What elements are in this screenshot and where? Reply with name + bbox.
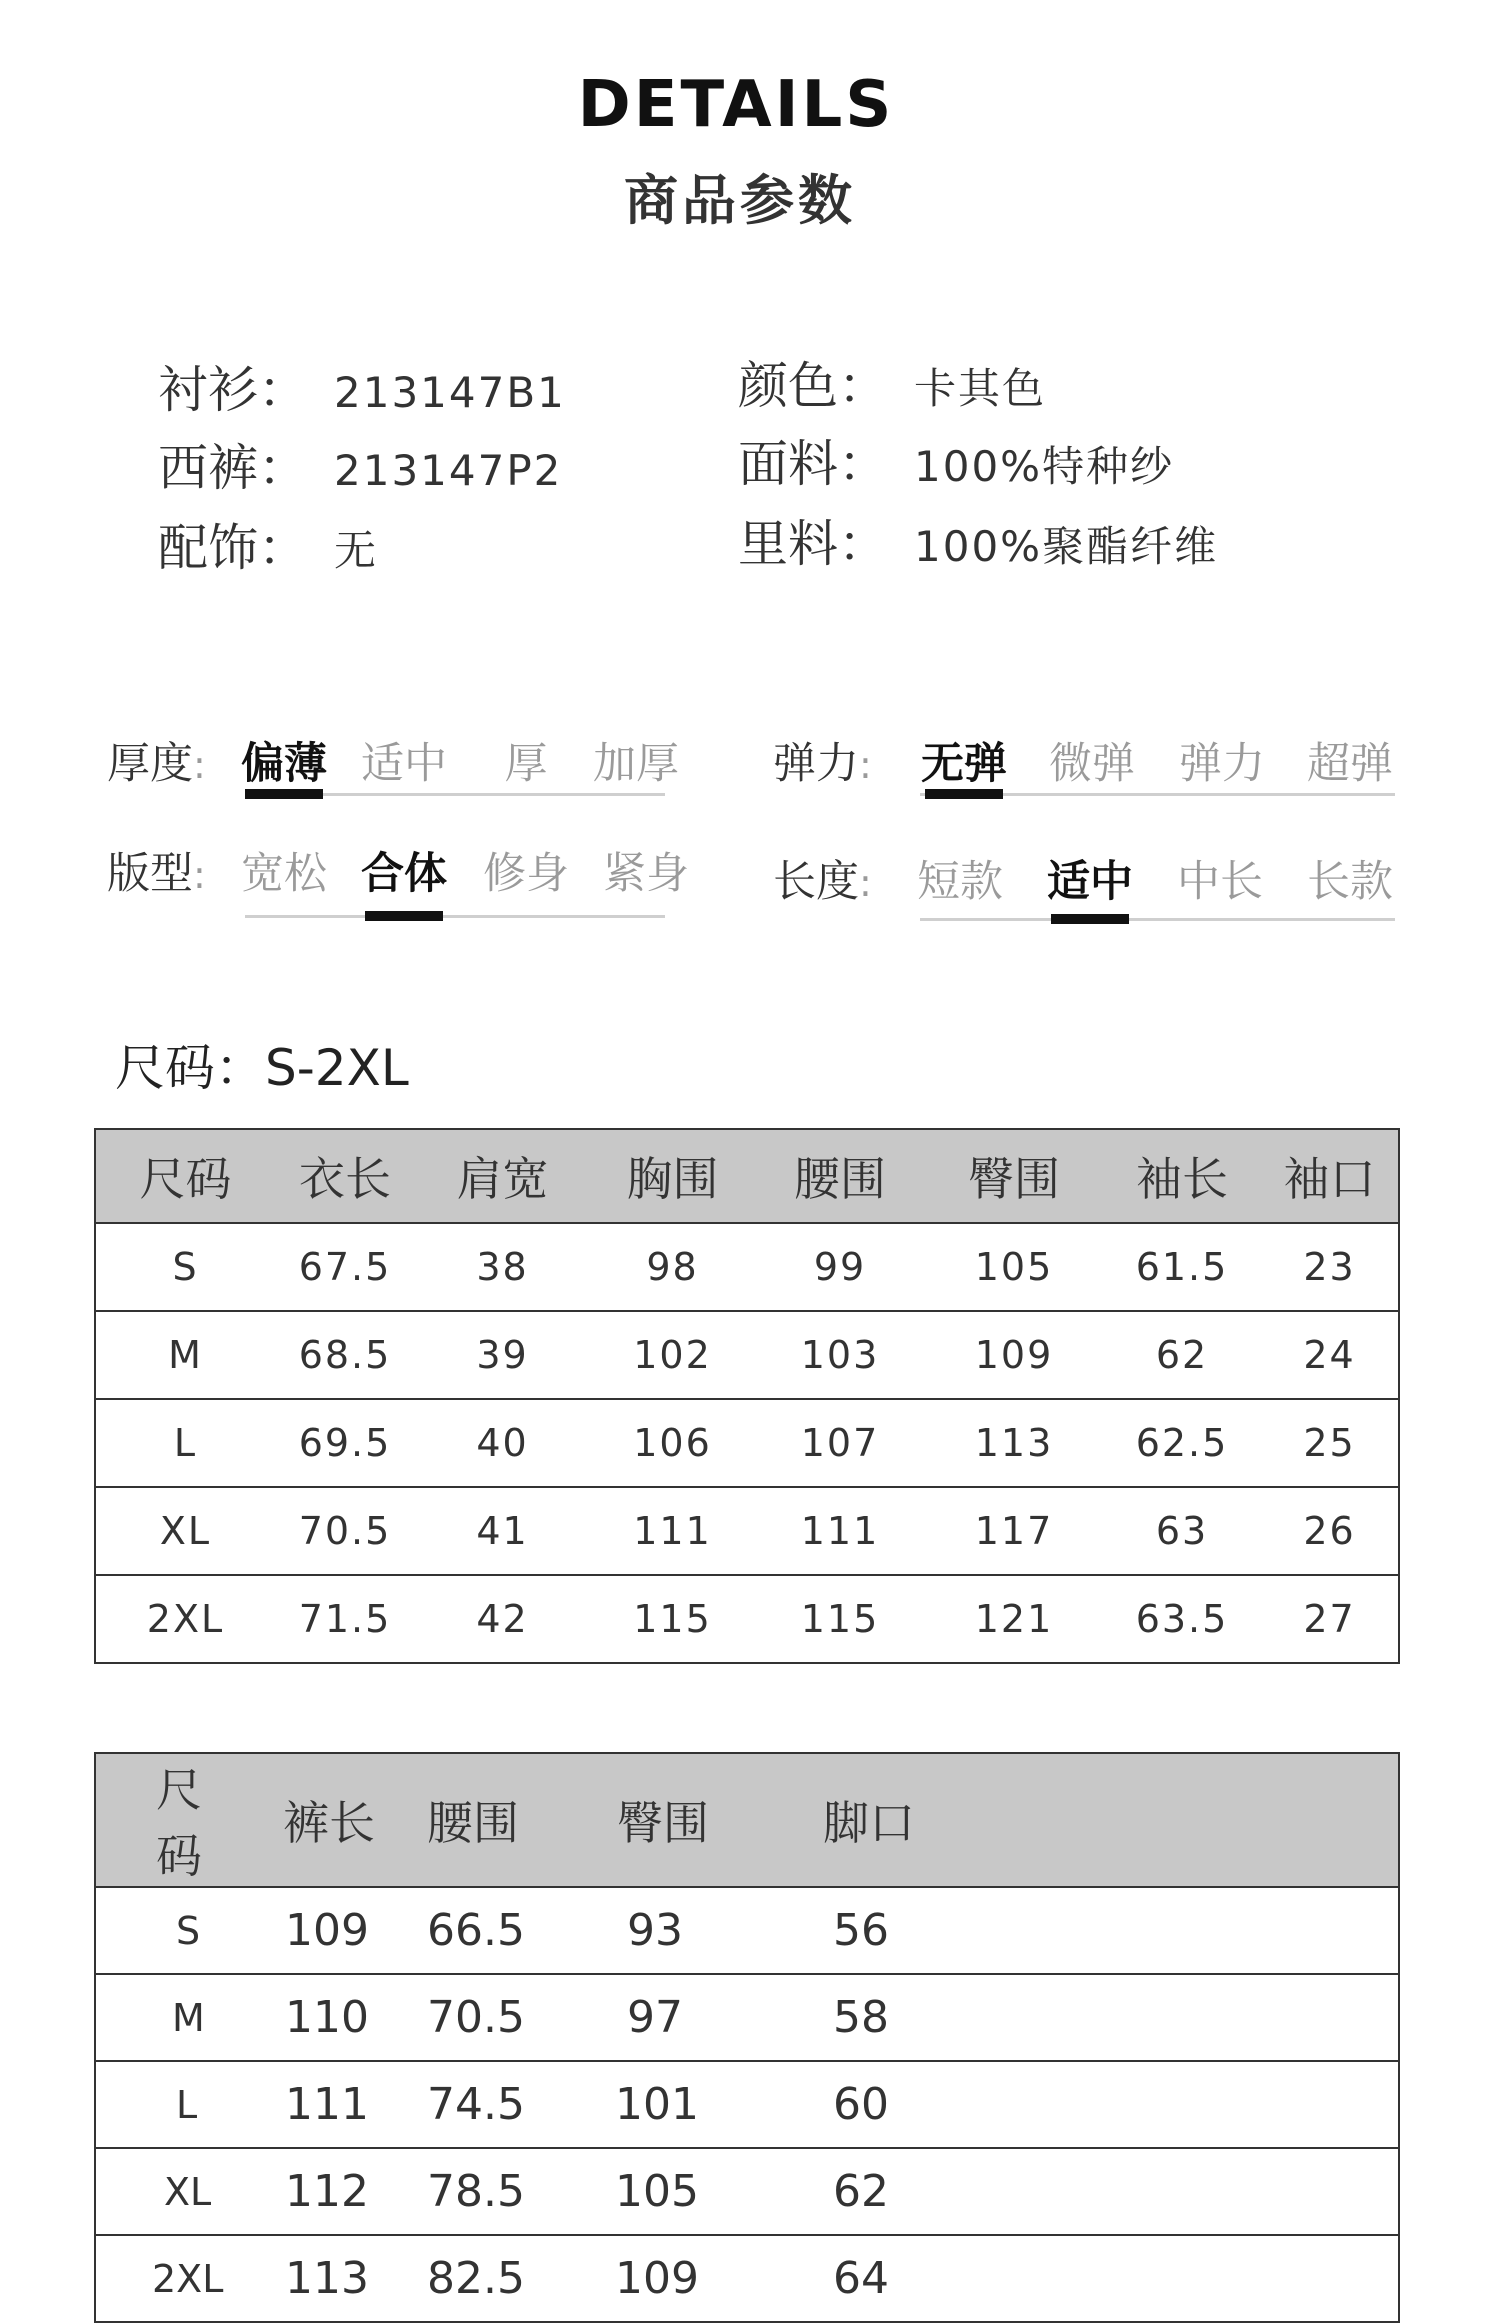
attribute-label xyxy=(107,840,206,901)
option-length-2: 中长 xyxy=(1177,857,1263,907)
table-row xyxy=(95,1974,1399,2061)
info-label: 衬衫 xyxy=(158,361,258,419)
table-cell: 74.5 xyxy=(393,2061,583,2148)
selected-marker xyxy=(1051,914,1129,924)
option-fit-1: 合体 xyxy=(361,849,447,899)
page-title: DETAILS xyxy=(577,68,895,142)
attribute-colon: : xyxy=(193,743,206,787)
selected-marker xyxy=(245,789,323,799)
table-cell: 70.5 xyxy=(275,1487,415,1575)
attribute-label-text: 弹力 xyxy=(773,739,859,789)
table-header-row xyxy=(95,1129,1399,1223)
table-cell: 111 xyxy=(755,1487,925,1575)
size-range-colon: ： xyxy=(215,1039,265,1097)
table-cell: 110 xyxy=(243,1974,393,2061)
table-cell: 121 xyxy=(925,1575,1103,1663)
selected-marker xyxy=(365,911,443,921)
option-thickness-0: 偏薄 xyxy=(241,739,327,789)
table-cell: 2XL xyxy=(95,2235,243,2322)
table-cell: 62.5 xyxy=(1103,1399,1261,1487)
column-header: 脚口 xyxy=(783,1753,1399,1887)
info-label: 配饰 xyxy=(158,519,258,577)
table-cell: 41 xyxy=(415,1487,590,1575)
table-cell: 105 xyxy=(925,1223,1103,1311)
table-cell: 103 xyxy=(755,1311,925,1399)
option-elasticity-3: 超弹 xyxy=(1307,739,1393,789)
option-elasticity-0: 无弹 xyxy=(921,739,1007,789)
table-cell: 112 xyxy=(243,2148,393,2235)
table-cell: 69.5 xyxy=(275,1399,415,1487)
table-cell: 111 xyxy=(243,2061,393,2148)
info-label: 面料 xyxy=(738,435,838,493)
table-row xyxy=(95,1575,1399,1663)
table-cell: 107 xyxy=(755,1399,925,1487)
info-colon: ： xyxy=(838,435,888,493)
table-cell: S xyxy=(95,1887,243,1974)
info-colon: ： xyxy=(258,361,308,419)
table-cell: 111 xyxy=(590,1487,755,1575)
column-header: 衣长 xyxy=(275,1129,415,1223)
table-cell: 78.5 xyxy=(393,2148,583,2235)
option-length-0: 短款 xyxy=(917,857,1003,907)
table-cell: M xyxy=(95,1311,275,1399)
table-cell: 63 xyxy=(1103,1487,1261,1575)
info-value: 100%聚酯纤维 xyxy=(914,522,1219,571)
page-subtitle: 商品参数 xyxy=(624,169,856,232)
column-header: 袖长 xyxy=(1103,1129,1261,1223)
table-cell: 102 xyxy=(590,1311,755,1399)
table-cell: 60 xyxy=(783,2061,1399,2148)
table-cell: XL xyxy=(95,2148,243,2235)
option-fit-3: 紧身 xyxy=(603,849,689,899)
table-row xyxy=(95,1311,1399,1399)
attribute-label-text: 厚度 xyxy=(107,739,193,789)
option-thickness-2: 厚 xyxy=(504,739,548,789)
table-cell: 105 xyxy=(583,2148,783,2235)
table-cell: L xyxy=(95,2061,243,2148)
table-cell: 62 xyxy=(1103,1311,1261,1399)
table-cell: S xyxy=(95,1223,275,1311)
info-color xyxy=(738,346,1046,418)
table-cell: 27 xyxy=(1261,1575,1399,1663)
column-header: 臀围 xyxy=(583,1753,783,1887)
option-thickness-3: 加厚 xyxy=(593,739,679,789)
table-cell: 26 xyxy=(1261,1487,1399,1575)
table-row xyxy=(95,2148,1399,2235)
attribute-label-text: 版型 xyxy=(107,849,193,899)
column-header: 臀围 xyxy=(925,1129,1103,1223)
table-cell: 42 xyxy=(415,1575,590,1663)
option-fit-2: 修身 xyxy=(483,849,569,899)
column-header: 袖口 xyxy=(1261,1129,1399,1223)
info-value: 卡其色 xyxy=(914,364,1047,413)
attribute-track xyxy=(245,915,665,918)
info-fabric xyxy=(738,424,1174,496)
info-colon: ： xyxy=(838,515,888,573)
attribute-colon: : xyxy=(859,743,872,787)
table-cell: 113 xyxy=(243,2235,393,2322)
table-cell: M xyxy=(95,1974,243,2061)
column-header: 裤长 xyxy=(243,1753,393,1887)
column-header: 尺码 xyxy=(95,1753,243,1887)
info-accessory xyxy=(158,508,378,580)
info-pants-code xyxy=(158,428,562,500)
info-colon: ： xyxy=(838,357,888,415)
table-row xyxy=(95,2061,1399,2148)
table-cell: 68.5 xyxy=(275,1311,415,1399)
table-cell: 113 xyxy=(925,1399,1103,1487)
info-lining xyxy=(738,504,1218,576)
table-cell: 115 xyxy=(590,1575,755,1663)
option-elasticity-2: 弹力 xyxy=(1179,739,1265,789)
table-cell: 23 xyxy=(1261,1223,1399,1311)
table-cell: XL xyxy=(95,1487,275,1575)
option-fit-0: 宽松 xyxy=(241,849,327,899)
table-cell: 98 xyxy=(590,1223,755,1311)
size-range-value: S-2XL xyxy=(265,1039,409,1097)
table-cell: 2XL xyxy=(95,1575,275,1663)
table-cell: 93 xyxy=(583,1887,783,1974)
table-cell: 115 xyxy=(755,1575,925,1663)
option-thickness-1: 适中 xyxy=(361,739,447,789)
table-cell: 97 xyxy=(583,1974,783,2061)
table-cell: 66.5 xyxy=(393,1887,583,1974)
table-cell: 24 xyxy=(1261,1311,1399,1399)
table-cell: 109 xyxy=(583,2235,783,2322)
info-value: 无 xyxy=(334,526,379,575)
table-row xyxy=(95,1887,1399,1974)
table-row xyxy=(95,1487,1399,1575)
table-cell: 117 xyxy=(925,1487,1103,1575)
attribute-label xyxy=(773,848,872,909)
info-label: 里料 xyxy=(738,515,838,573)
info-label: 颜色 xyxy=(738,357,838,415)
table-cell: 109 xyxy=(925,1311,1103,1399)
table-cell: 82.5 xyxy=(393,2235,583,2322)
column-header: 胸围 xyxy=(590,1129,755,1223)
info-label: 西裤 xyxy=(158,439,258,497)
option-length-1: 适中 xyxy=(1047,857,1133,907)
option-elasticity-1: 微弹 xyxy=(1049,739,1135,789)
table-row xyxy=(95,2235,1399,2322)
table-cell: 63.5 xyxy=(1103,1575,1261,1663)
column-header: 尺码 xyxy=(95,1129,275,1223)
selected-marker xyxy=(925,789,1003,799)
table-cell: 99 xyxy=(755,1223,925,1311)
attribute-colon: : xyxy=(193,853,206,897)
pants-size-table xyxy=(94,1752,1400,2323)
info-value: 100%特种纱 xyxy=(914,442,1175,491)
info-value: 213147B1 xyxy=(334,368,566,417)
table-cell: 39 xyxy=(415,1311,590,1399)
table-cell: 71.5 xyxy=(275,1575,415,1663)
attribute-label xyxy=(773,730,872,791)
size-range-label: 尺码 xyxy=(115,1039,215,1097)
attribute-colon: : xyxy=(859,861,872,905)
table-cell: 101 xyxy=(583,2061,783,2148)
table-cell: 25 xyxy=(1261,1399,1399,1487)
info-shirt-code xyxy=(158,350,566,422)
table-cell: 67.5 xyxy=(275,1223,415,1311)
table-cell: 61.5 xyxy=(1103,1223,1261,1311)
option-length-3: 长款 xyxy=(1307,857,1393,907)
attribute-label-text: 长度 xyxy=(773,857,859,907)
table-cell: 64 xyxy=(783,2235,1399,2322)
table-cell: 62 xyxy=(783,2148,1399,2235)
attribute-label xyxy=(107,730,206,791)
info-value: 213147P2 xyxy=(334,446,563,495)
shirt-size-table xyxy=(94,1128,1400,1664)
column-header: 肩宽 xyxy=(415,1129,590,1223)
table-cell: 70.5 xyxy=(393,1974,583,2061)
column-header: 腰围 xyxy=(755,1129,925,1223)
table-cell: 56 xyxy=(783,1887,1399,1974)
info-colon: ： xyxy=(258,439,308,497)
table-row xyxy=(95,1399,1399,1487)
table-cell: 40 xyxy=(415,1399,590,1487)
table-cell: 38 xyxy=(415,1223,590,1311)
column-header: 腰围 xyxy=(393,1753,583,1887)
attribute-track xyxy=(920,918,1395,921)
table-cell: 109 xyxy=(243,1887,393,1974)
size-range-title xyxy=(115,1028,409,1100)
table-cell: 58 xyxy=(783,1974,1399,2061)
table-row xyxy=(95,1223,1399,1311)
table-cell: 106 xyxy=(590,1399,755,1487)
table-cell: L xyxy=(95,1399,275,1487)
info-colon: ： xyxy=(258,519,308,577)
table-header-row xyxy=(95,1753,1399,1887)
